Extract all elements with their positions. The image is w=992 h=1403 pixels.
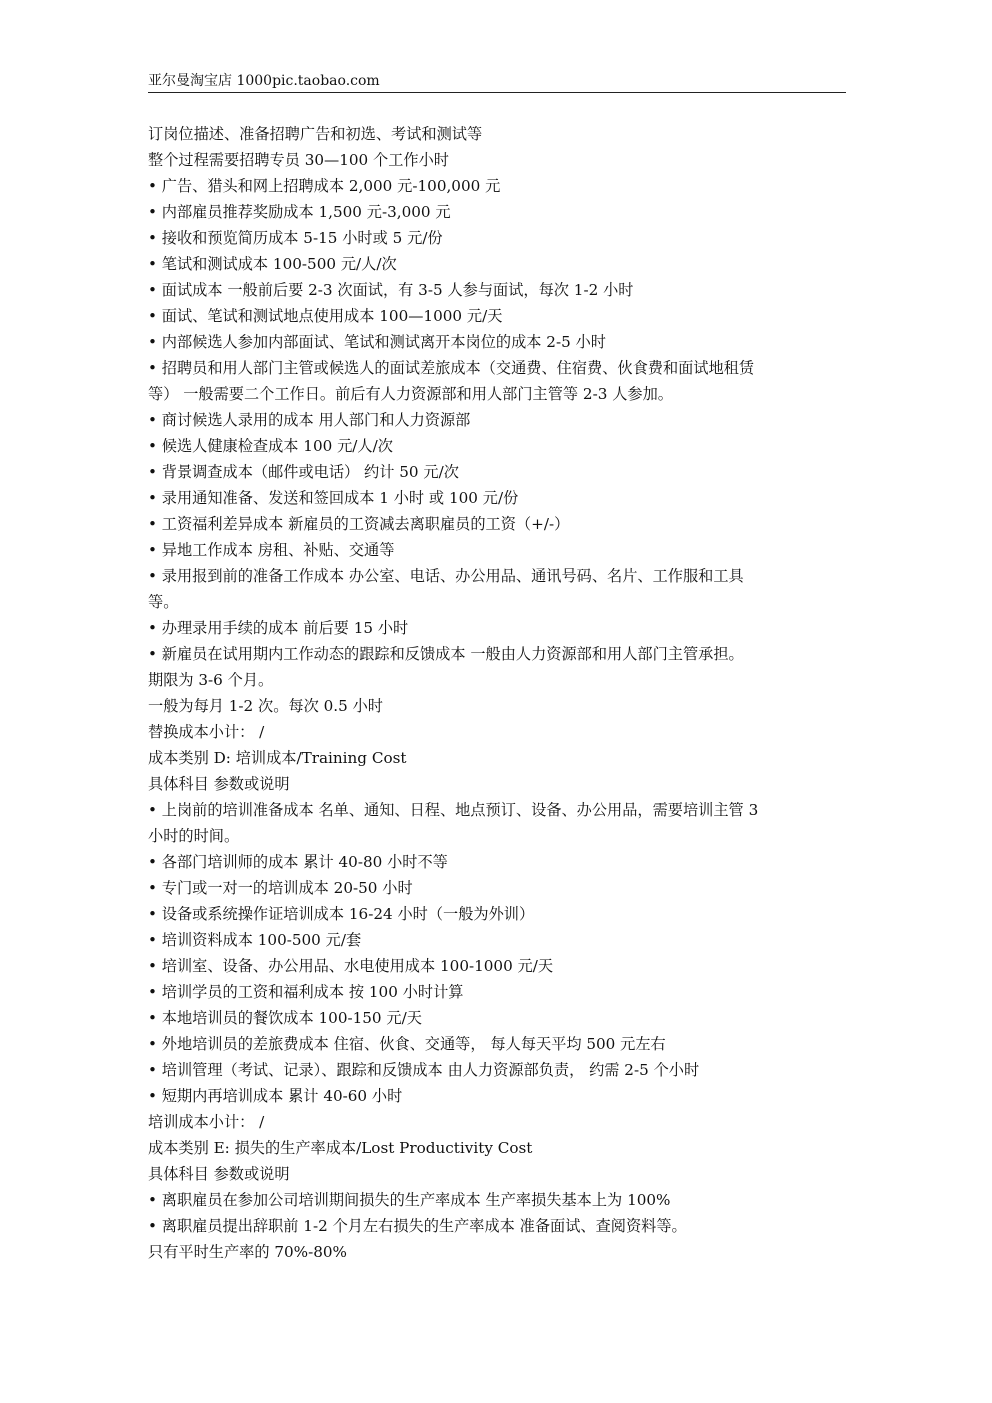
text-line: • 培训室、设备、办公用品、水电使用成本 100-1000 元/天 xyxy=(148,957,554,975)
text-line: • 背景调查成本（邮件或电话） 约计 50 元/次 xyxy=(148,463,459,481)
text-line: 替换成本小计： / xyxy=(148,723,265,741)
text-line: 具体科目 参数或说明 xyxy=(148,775,290,793)
text-line: 等。 xyxy=(148,593,179,611)
text-line: • 上岗前的培训准备成本 名单、通知、日程、地点预订、设备、办公用品，需要培训主管 3 xyxy=(148,801,759,819)
text-line: • 外地培训员的差旅费成本 住宿、伙食、交通等， 每人每天平均 500 元左右 xyxy=(148,1035,666,1053)
text-line: 培训成本小计： / xyxy=(148,1113,265,1131)
text-line: • 本地培训员的餐饮成本 100-150 元/天 xyxy=(148,1009,422,1027)
text-line: 只有平时生产率的 70%-80% xyxy=(148,1243,347,1261)
text-line: • 短期内再培训成本 累计 40-60 小时 xyxy=(148,1087,403,1105)
text-line: 订岗位描述、准备招聘广告和初选、考试和测试等 xyxy=(148,125,483,143)
text-line: • 接收和预览简历成本 5-15 小时或 5 元/份 xyxy=(148,229,443,247)
text-line: • 异地工作成本 房租、补贴、交通等 xyxy=(148,541,395,559)
text-line: 期限为 3-6 个月。 xyxy=(148,671,274,689)
text-line: • 办理录用手续的成本 前后要 15 小时 xyxy=(148,619,409,637)
text-line: • 面试、笔试和测试地点使用成本 100—1000 元/天 xyxy=(148,307,503,325)
text-line: • 离职雇员在参加公司培训期间损失的生产率成本 生产率损失基本上为 100% xyxy=(148,1191,671,1209)
text-line: 成本类别 E: 损失的生产率成本/Lost Productivity Cost xyxy=(148,1139,533,1157)
text-line: • 新雇员在试用期内工作动态的跟踪和反馈成本 一般由人力资源部和用人部门主管承担。 xyxy=(148,645,744,663)
text-line: • 面试成本 一般前后要 2-3 次面试，有 3-5 人参与面试，每次 1-2 小时 xyxy=(148,281,634,299)
text-line: • 专门或一对一的培训成本 20-50 小时 xyxy=(148,879,413,897)
text-line: 一般为每月 1-2 次。每次 0.5 小时 xyxy=(148,697,383,715)
text-line: • 设备或系统操作证培训成本 16-24 小时（一般为外训） xyxy=(148,905,535,923)
text-line: 整个过程需要招聘专员 30—100 个工作小时 xyxy=(148,151,449,169)
text-line: • 商讨候选人录用的成本 用人部门和人力资源部 xyxy=(148,411,471,429)
text-line: 小时的时间。 xyxy=(148,827,240,845)
text-line: • 笔试和测试成本 100-500 元/人/次 xyxy=(148,255,397,273)
page-header: 亚尔曼淘宝店 1000pic.taobao.com xyxy=(148,70,846,93)
text-line: • 候选人健康检查成本 100 元/人/次 xyxy=(148,437,393,455)
text-line: • 招聘员和用人部门主管或候选人的面试差旅成本（交通费、住宿费、伙食费和面试地租赁 xyxy=(148,359,755,377)
text-line: 等） 一般需要二个工作日。前后有人力资源部和用人部门主管等 2-3 人参加。 xyxy=(148,385,673,403)
text-line: • 离职雇员提出辞职前 1-2 个月左右损失的生产率成本 准备面试、查阅资料等。 xyxy=(148,1217,687,1235)
text-line: 成本类别 D: 培训成本/Training Cost xyxy=(148,749,407,767)
text-line: • 培训学员的工资和福利成本 按 100 小时计算 xyxy=(148,983,464,1001)
text-line: • 培训管理（考试、记录）、跟踪和反馈成本 由人力资源部负责， 约需 2-5 个小时 xyxy=(148,1061,700,1079)
text-line: • 各部门培训师的成本 累计 40-80 小时不等 xyxy=(148,853,448,871)
text-line: • 培训资料成本 100-500 元/套 xyxy=(148,931,362,949)
text-line: • 录用通知准备、发送和签回成本 1 小时 或 100 元/份 xyxy=(148,489,519,507)
text-line: • 工资福利差异成本 新雇员的工资减去离职雇员的工资（+/-） xyxy=(148,515,570,533)
text-line: • 广告、猎头和网上招聘成本 2,000 元-100,000 元 xyxy=(148,177,501,195)
text-line: • 内部雇员推荐奖励成本 1,500 元-3,000 元 xyxy=(148,203,451,221)
document-body xyxy=(148,121,860,1265)
text-line: • 录用报到前的准备工作成本 办公室、电话、办公用品、通讯号码、名片、工作服和工具 xyxy=(148,567,744,585)
text-line: • 内部候选人参加内部面试、笔试和测试离开本岗位的成本 2-5 小时 xyxy=(148,333,606,351)
text-line: 具体科目 参数或说明 xyxy=(148,1165,290,1183)
